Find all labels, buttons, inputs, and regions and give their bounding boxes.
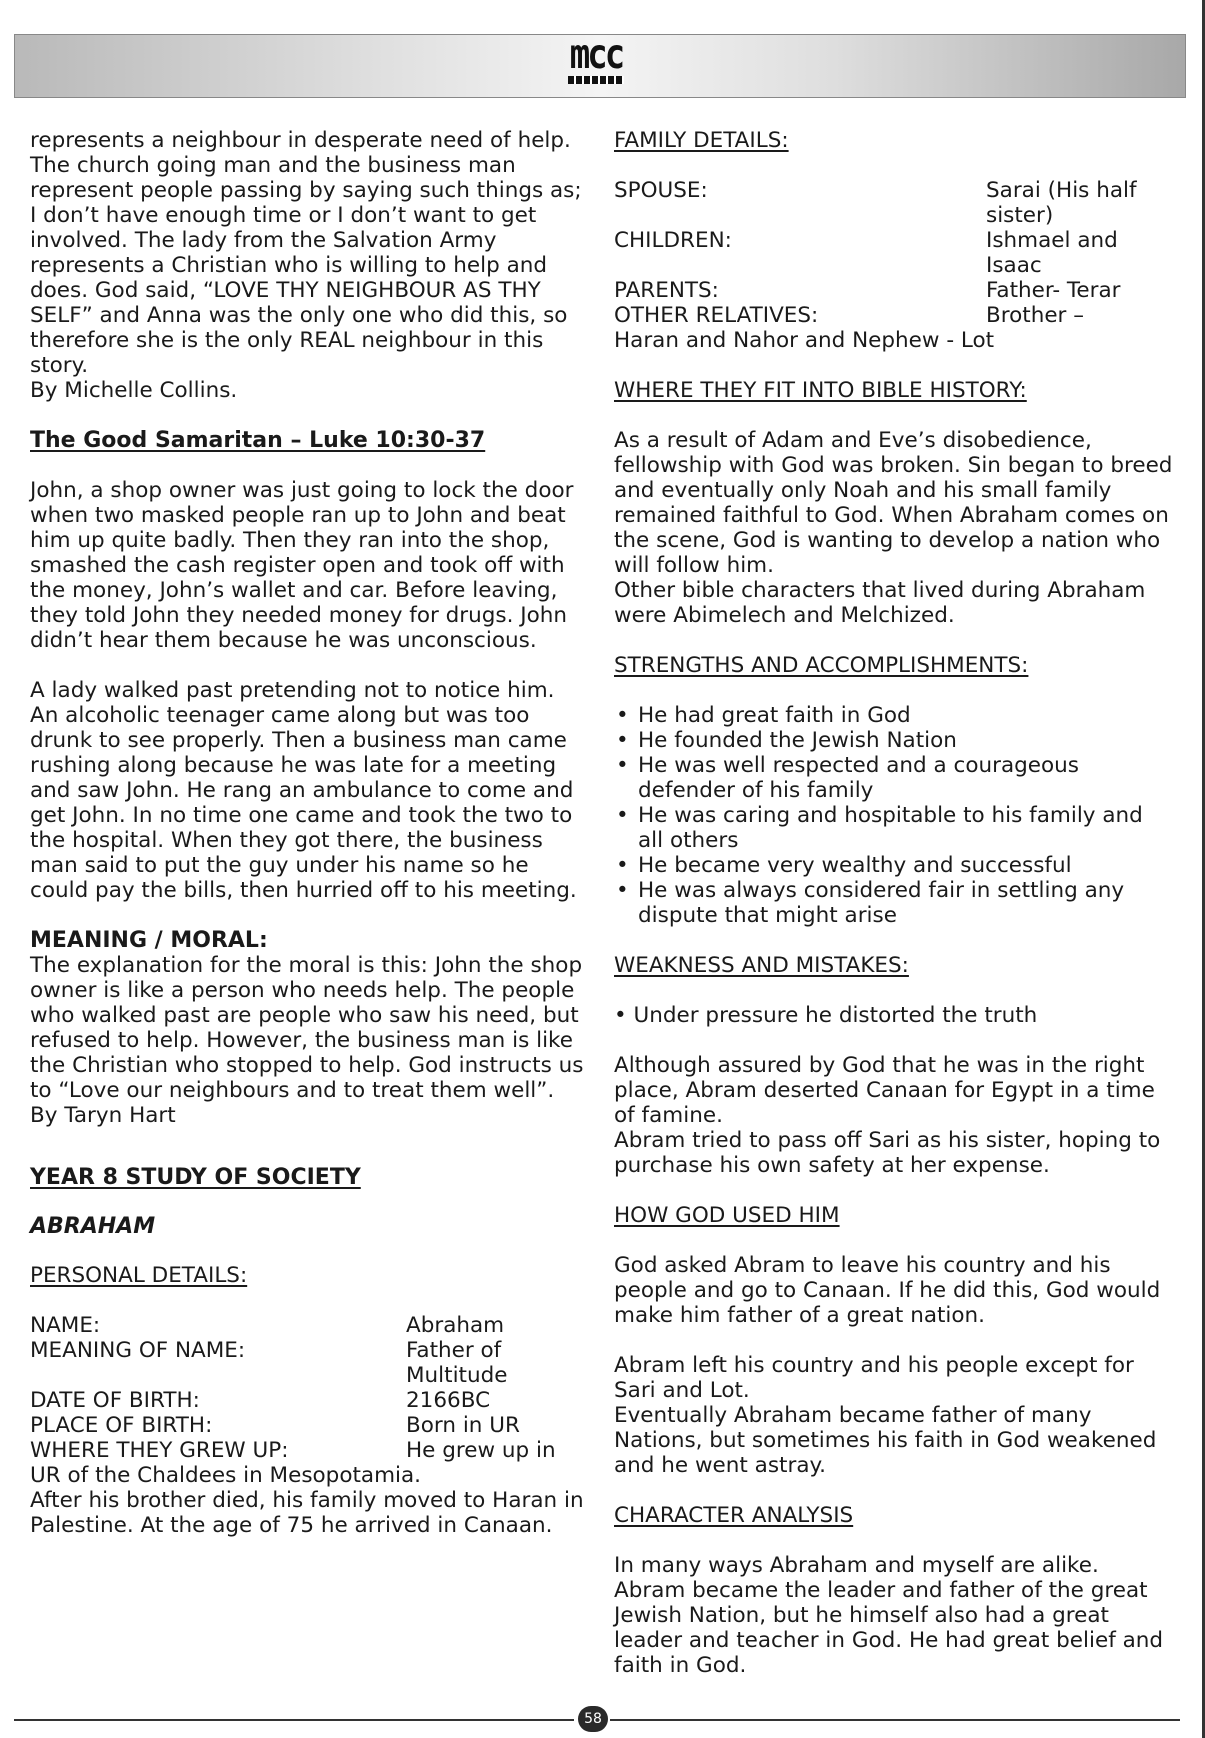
family-key: SPOUSE: bbox=[614, 178, 708, 203]
list-item: • He was always considered fair in settling any dispute that might arise bbox=[614, 878, 1174, 928]
family-row bbox=[614, 303, 1174, 328]
personal-value: Father of Multitude bbox=[406, 1338, 508, 1388]
used-paragraph-1: God asked Abram to leave his country and his people and go to Canaan. If he did this, God would make him father of a great nation. bbox=[614, 1253, 1161, 1328]
list-item: • He was well respected and a courageous defender of his family bbox=[614, 753, 1174, 803]
history-paragraph-2: Other bible characters that lived during Abraham were Abimelech and Melchized. bbox=[614, 578, 1146, 628]
family-details-title: FAMILY DETAILS: bbox=[614, 128, 789, 153]
family-value: Sarai (His half sister) bbox=[986, 178, 1137, 228]
used-paragraph-3: Eventually Abraham became father of many Nations, but sometimes his faith in God weakened and he went astray. bbox=[614, 1403, 1157, 1478]
personal-key: WHERE THEY GREW UP: bbox=[30, 1438, 289, 1463]
samaritan-paragraph-1: John, a shop owner was just going to lock the door when two masked people ran up to John and beat him up quite badly. Then they ran into the shop, smashed the cash register open and took off with the money, John’s wallet and car. Before leaving, they told John they needed money for drugs. John didn’t hear them because he was unconscious. bbox=[30, 478, 574, 653]
strengths-list bbox=[614, 703, 1174, 928]
used-paragraph-2: Abram left his country and his people except for Sari and Lot. bbox=[614, 1353, 1134, 1403]
character-paragraph: In many ways Abraham and myself are alike. Abram became the leader and father of the great Jewish Nation, but he himself also had a great leader and teacher in God. He had great belief and faith in God. bbox=[614, 1553, 1164, 1678]
personal-row bbox=[30, 1388, 586, 1413]
family-value: Brother – bbox=[986, 303, 1084, 328]
personal-value: Abraham bbox=[406, 1313, 505, 1338]
personal-value: He grew up in bbox=[406, 1438, 556, 1463]
grew-up-rest: UR of the Chaldees in Mesopotamia. bbox=[30, 1463, 422, 1488]
samaritan-title: The Good Samaritan – Luke 10:30-37 bbox=[30, 428, 486, 453]
grew-up-more: After his brother died, his family moved to Haran in Palestine. At the age of 75 he arrived in Canaan. bbox=[30, 1488, 584, 1538]
family-key: PARENTS: bbox=[614, 278, 719, 303]
intro-byline: By Michelle Collins. bbox=[30, 378, 238, 403]
family-row bbox=[614, 178, 1174, 228]
relatives-rest: Haran and Nahor and Nephew - Lot bbox=[614, 328, 995, 353]
weakness-title: WEAKNESS AND MISTAKES: bbox=[614, 953, 909, 978]
list-item: • He had great faith in God bbox=[614, 703, 1174, 728]
personal-row bbox=[30, 1313, 586, 1338]
personal-value: 2166BC bbox=[406, 1388, 491, 1413]
intro-paragraph: represents a neighbour in desperate need of help. The church going man and the business man represent people passing by saying such things as; I don’t have enough time or I don’t want to get involved. The lady from the Salvation Army represents a Christian who is willing to help and does. God said, “LOVE THY NEIGHBOUR AS THY SELF” and Anna was the only one who did this, so therefore she is the only REAL neighbour in this story. bbox=[30, 128, 582, 378]
footer-rule-left bbox=[14, 1719, 574, 1721]
personal-key: MEANING OF NAME: bbox=[30, 1338, 246, 1363]
family-value: Father- Terar bbox=[986, 278, 1121, 303]
family-row bbox=[614, 278, 1174, 303]
personal-key: NAME: bbox=[30, 1313, 101, 1338]
abraham-title: ABRAHAM bbox=[30, 1214, 156, 1239]
mcc-logo bbox=[566, 31, 626, 94]
personal-row bbox=[30, 1438, 586, 1463]
history-title: WHERE THEY FIT INTO BIBLE HISTORY: bbox=[614, 378, 1027, 403]
meaning-byline: By Taryn Hart bbox=[30, 1103, 176, 1128]
family-key: CHILDREN: bbox=[614, 228, 732, 253]
personal-details-title: PERSONAL DETAILS: bbox=[30, 1263, 248, 1288]
personal-key: PLACE OF BIRTH: bbox=[30, 1413, 213, 1438]
samaritan-paragraph-2: A lady walked past pretending not to notice him. An alcoholic teenager came along but was too drunk to see properly. Then a business man came rushing along because he was late for a meeting and saw John. He rang an ambulance to come and get John. In no time one came and took the two to the hospital. When they got there, the business man said to put the guy under his name so he could pay the bills, then hurried off to his meeting. bbox=[30, 678, 577, 903]
list-item: • He became very wealthy and successful bbox=[614, 853, 1174, 878]
meaning-title: MEANING / MORAL: bbox=[30, 928, 268, 953]
strengths-title: STRENGTHS AND ACCOMPLISHMENTS: bbox=[614, 653, 1029, 678]
weakness-paragraph-1: Although assured by God that he was in the right place, Abram deserted Canaan for Egypt in a time of famine. bbox=[614, 1053, 1155, 1128]
list-item: • He was caring and hospitable to his family and all others bbox=[614, 803, 1174, 853]
personal-key: DATE OF BIRTH: bbox=[30, 1388, 200, 1413]
family-row bbox=[614, 228, 1174, 278]
used-title: HOW GOD USED HIM bbox=[614, 1203, 840, 1228]
weakness-paragraph-2: Abram tried to pass off Sari as his sister, hoping to purchase his own safety at her expense. bbox=[614, 1128, 1161, 1178]
page-number: 58 bbox=[578, 1706, 608, 1732]
left-column bbox=[30, 128, 586, 1538]
family-value: Ishmael and Isaac bbox=[986, 228, 1118, 278]
weakness-bullet: • Under pressure he distorted the truth bbox=[614, 1003, 1038, 1028]
right-column bbox=[614, 128, 1174, 1678]
family-key: OTHER RELATIVES: bbox=[614, 303, 819, 328]
list-item: • He founded the Jewish Nation bbox=[614, 728, 1174, 753]
character-title: CHARACTER ANALYSIS bbox=[614, 1503, 854, 1528]
logo-text: mcc bbox=[569, 31, 623, 79]
personal-row bbox=[30, 1413, 586, 1438]
history-paragraph-1: As a result of Adam and Eve’s disobedience, fellowship with God was broken. Sin began to breed and eventually only Noah and his small family remained faithful to God. When Abraham comes on the scene, God is wanting to develop a nation who will follow him. bbox=[614, 428, 1173, 578]
footer-rule-right bbox=[610, 1719, 1180, 1721]
year-title: YEAR 8 STUDY OF SOCIETY bbox=[30, 1165, 361, 1190]
personal-row bbox=[30, 1338, 586, 1388]
personal-value: Born in UR bbox=[406, 1413, 520, 1438]
meaning-text: The explanation for the moral is this: John the shop owner is like a person who needs help. The people who walked past are people who saw his need, but refused to help. However, the business man is like the Christian who stopped to help. God instructs us to “Love our neighbours and to treat them well”. bbox=[30, 953, 584, 1103]
